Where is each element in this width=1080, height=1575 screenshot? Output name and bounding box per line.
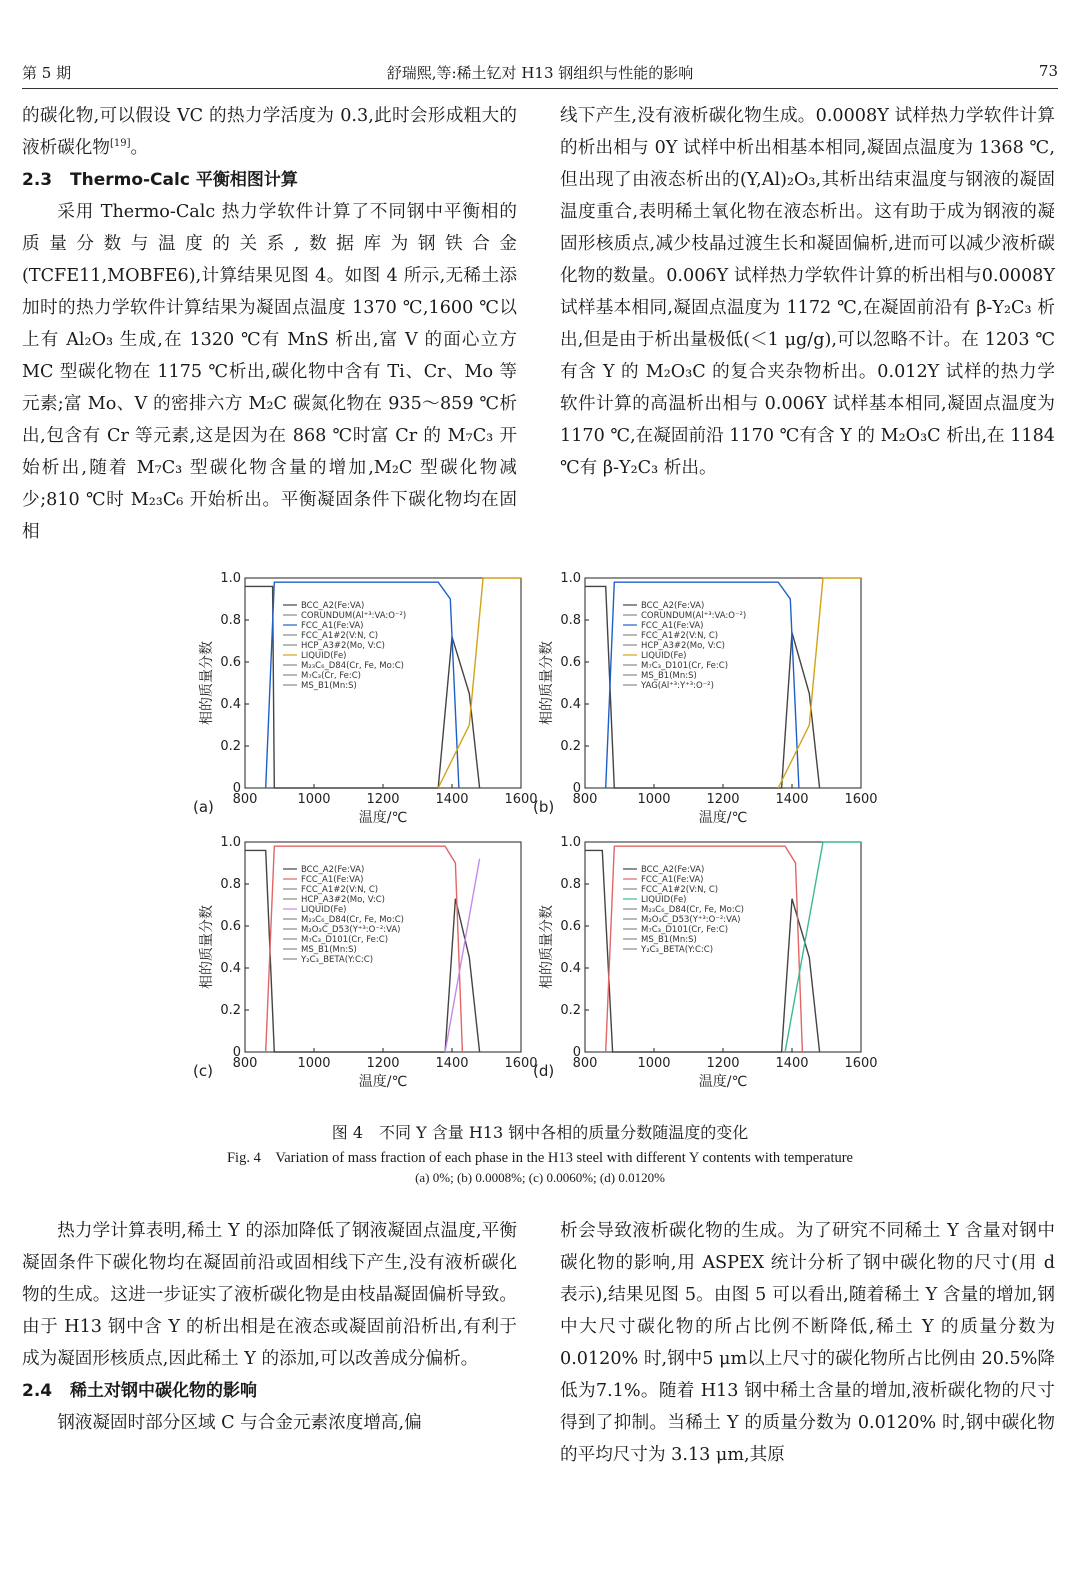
x-axis-label: 温度/℃: [358, 1074, 408, 1090]
top-left-column: [22, 100, 517, 548]
y-tick-label: 0.4: [560, 697, 581, 712]
x-tick-label: 1400: [435, 792, 469, 807]
y-tick-label: 0.2: [220, 739, 241, 754]
legend-entry: LIQUID(Fe): [641, 895, 687, 905]
legend-entry: FCC_A1#2(V:N, C): [301, 885, 379, 895]
y-tick-label: 1.0: [560, 835, 581, 850]
figure-caption-en: Fig. 4 Variation of mass fraction of each phase in the H13 steel with different Y contents with temperature: [226, 1150, 853, 1166]
y-tick-label: 0.6: [220, 919, 241, 934]
y-tick-label: 1.0: [560, 571, 581, 586]
legend-entry: HCP_A3#2(Mo, V:C): [301, 895, 385, 905]
page-number: 73: [1038, 62, 1058, 80]
y-tick-label: 1.0: [220, 835, 241, 850]
y-tick-label: 0.6: [560, 919, 581, 934]
series-line: [445, 859, 480, 1052]
paragraph: 采用 Thermo-Calc 热力学软件计算了不同钢中平衡相的质量分数与温度的关系,数据库为钢铁合金(TCFE11,MOBFE6),计算结果见图 4。如图 4 所示,无稀土添加时的热力学软件计算结果为凝固点温度 1370 ℃,1600 ℃以上有 Al₂O₃ 生成,在 1320 ℃有 MnS 析出,富 V 的面心立方 MC 型碳化物在 1175 ℃析出,碳化物中含有 Ti、Cr、Mo 等元素;富 Mo、V 的密排六方 M₂C 碳氮化物在 935～859 ℃析出,包含有 Cr 等元素,这是因为在 868 ℃时富 Cr 的 M₇C₃ 开始析出,随着 M₇C₃ 型碳化物含量的增加,M₂C 型碳化物减少;810 ℃时 M₂₃C₆ 开始析出。平衡凝固条件下碳化物均在固相: [22, 202, 517, 542]
legend-entry: M₇C₃_D101(Cr, Fe:C): [641, 661, 729, 671]
legend-entry: MS_B1(Mn:S): [641, 935, 697, 945]
panel-label: (d): [533, 1062, 555, 1080]
y-tick-label: 0.2: [560, 739, 581, 754]
y-tick-label: 0.4: [220, 697, 241, 712]
section-title: 稀土对钢中碳化物的影响: [70, 1381, 257, 1401]
x-tick-label: 1200: [366, 792, 400, 807]
x-axis-label: 温度/℃: [698, 810, 748, 826]
paragraph: [22, 100, 517, 164]
panel-label: (b): [533, 798, 555, 816]
legend-entry: FCC_A1(Fe:VA): [301, 875, 364, 885]
paragraph: 线下产生,没有液析碳化物生成。0.0008Y 试样热力学软件计算的析出相与 0Y 试样中析出相基本相同,凝固点温度为 1368 ℃,但出现了由液态析出的(Y,Al)₂O₃,其析出结束温度与钢液的凝固温度重合,表明稀土氧化物在液态析出。这有助于成为钢液的凝固形核质点,减少枝晶过渡生长和凝固偏析,进而可以减少液析碳化物的数量。0.006Y 试样热力学软件计算的析出相与0.0008Y 试样基本相同,凝固点温度为 1172 ℃,在凝固前沿有 β-Y₂C₃ 析出,但是由于析出量极低(＜1 μg/g),可以忽略不计。在 1203 ℃有含 Y 的 M₂O₃C 的复合夹杂物析出。0.012Y 试样的热力学软件计算的高温析出相与 0.006Y 试样基本相同,凝固点温度为 1170 ℃,在凝固前沿 1170 ℃有含 Y 的 M₂O₃C 析出,在 1184 ℃有 β-Y₂C₃ 析出。: [560, 106, 1055, 478]
section-number: 2.3: [22, 170, 53, 190]
paragraph: 热力学计算表明,稀土 Y 的添加降低了钢液凝固点温度,平衡凝固条件下碳化物均在凝固前沿或固相线下产生,没有液析碳化物的生成。这进一步证实了液析碳化物是由枝晶凝固偏析导致。由于 H13 钢中含 Y 的析出相是在液态或凝固前沿析出,有利于成为凝固形核质点,因此稀土 Y 的添加,可以改善成分偏析。: [22, 1221, 517, 1369]
paragraph: 析会导致液析碳化物的生成。为了研究不同稀土 Y 含量对钢中碳化物的影响,用 ASPEX 统计分析了钢中碳化物的尺寸(用 d 表示),结果见图 5。由图 5 可以看出,随着稀土 Y 含量的增加,钢中大尺寸碳化物的所占比例不断降低,稀土 Y 的质量分数为 0.0120% 时,钢中5 μm以上尺寸的碳化物所占比例由 20.5%降低为7.1%。随着 H13 钢中稀土含量的增加,液析碳化物的尺寸得到了抑制。当稀土 Y 的质量分数为 0.0120% 时,钢中碳化物的平均尺寸为 3.13 μm,其原: [560, 1221, 1055, 1465]
y-tick-label: 0.4: [560, 961, 581, 976]
section-number: 2.4: [22, 1381, 53, 1401]
x-tick-label: 1600: [504, 792, 538, 807]
figure-4: [193, 570, 878, 1100]
legend-entry: LIQUID(Fe): [641, 651, 687, 661]
legend-entry: FCC_A1(Fe:VA): [641, 621, 704, 631]
x-tick-label: 1600: [844, 1056, 878, 1071]
x-axis-label: 温度/℃: [358, 810, 408, 826]
y-tick-label: 0: [232, 781, 241, 796]
legend-entry: HCP_A3#2(Mo, V:C): [641, 641, 725, 651]
y-tick-label: 0.2: [560, 1003, 581, 1018]
x-tick-label: 800: [572, 792, 598, 807]
legend-entry: M₂₃C₆_D84(Cr, Fe, Mo:C): [301, 915, 404, 925]
paragraph: 钢液凝固时部分区域 C 与合金元素浓度增高,偏: [57, 1413, 422, 1433]
x-tick-label: 1200: [706, 792, 740, 807]
paragraph-text: 的碳化物,可以假设 VC 的热力学活度为 0.3,此时会形成粗大的液析碳化物: [22, 106, 517, 158]
y-axis-label: 相的质量分数: [199, 905, 215, 989]
legend-entry: BCC_A2(Fe:VA): [641, 865, 705, 875]
legend-entry: M₇C₃_D101(Cr, Fe:C): [301, 935, 389, 945]
y-tick-label: 0.2: [220, 1003, 241, 1018]
bottom-right-column: [560, 1215, 1055, 1471]
legend-entry: LIQUID(Fe): [301, 905, 347, 915]
legend-entry: M₂₃C₆_D84(Cr, Fe, Mo:C): [641, 905, 744, 915]
x-tick-label: 1000: [637, 792, 671, 807]
y-tick-label: 0.4: [220, 961, 241, 976]
y-tick-label: 0.8: [220, 613, 241, 628]
x-tick-label: 1600: [844, 792, 878, 807]
legend-entry: M₇C₃(Cr, Fe:C): [301, 671, 362, 681]
phase-fraction-charts: [193, 570, 878, 1100]
running-title: 舒瑞熙,等:稀土钇对 H13 钢组织与性能的影响: [386, 64, 694, 82]
y-tick-label: 0.6: [220, 655, 241, 670]
panel-label: (c): [193, 1062, 213, 1080]
figure-caption-cn: 图 4 不同 Y 含量 H13 钢中各相的质量分数随温度的变化: [331, 1123, 749, 1142]
x-tick-label: 1000: [297, 792, 331, 807]
legend-entry: FCC_A1(Fe:VA): [641, 875, 704, 885]
y-tick-label: 0.8: [560, 613, 581, 628]
legend-entry: HCP_A3#2(Mo, V:C): [301, 641, 385, 651]
section-heading-2-3: [22, 164, 517, 196]
legend-entry: Y₂C₃_BETA(Y:C:C): [641, 945, 714, 955]
y-tick-label: 1.0: [220, 571, 241, 586]
x-tick-label: 1200: [706, 1056, 740, 1071]
legend-entry: Y₂C₃_BETA(Y:C:C): [301, 955, 374, 965]
legend-entry: YAG(Al⁺³:Y⁺³:O⁻²): [641, 681, 714, 691]
legend-entry: FCC_A1#2(V:N, C): [641, 631, 719, 641]
plot-frame: [245, 842, 521, 1052]
y-axis-label: 相的质量分数: [539, 905, 555, 989]
citation: [19]: [109, 138, 131, 150]
legend-entry: M₂O₃C_D53(Y⁺³:O⁻²:VA): [641, 915, 741, 925]
plot-frame: [585, 842, 861, 1052]
x-tick-label: 1400: [775, 792, 809, 807]
legend-entry: BCC_A2(Fe:VA): [301, 865, 365, 875]
y-tick-label: 0: [232, 1045, 241, 1060]
x-tick-label: 800: [232, 1056, 258, 1071]
y-tick-label: 0.6: [560, 655, 581, 670]
x-axis-label: 温度/℃: [698, 1074, 748, 1090]
top-right-column: [560, 100, 1055, 484]
header-rule: [22, 88, 1058, 89]
legend-entry: MS_B1(Mn:S): [301, 681, 357, 691]
section-heading-2-4: [22, 1375, 517, 1407]
x-tick-label: 1000: [637, 1056, 671, 1071]
y-axis-label: 相的质量分数: [539, 641, 555, 725]
legend-entry: FCC_A1(Fe:VA): [301, 621, 364, 631]
issue-number: 第 5 期: [22, 64, 72, 82]
legend-entry: LIQUID(Fe): [301, 651, 347, 661]
figure-caption-sub: (a) 0%; (b) 0.0008%; (c) 0.0060%; (d) 0.0120%: [415, 1170, 665, 1185]
x-tick-label: 1200: [366, 1056, 400, 1071]
y-tick-label: 0: [572, 781, 581, 796]
y-tick-label: 0.8: [220, 877, 241, 892]
legend-entry: M₂₃C₆_D84(Cr, Fe, Mo:C): [301, 661, 404, 671]
y-tick-label: 0.8: [560, 877, 581, 892]
panel-label: (a): [193, 798, 214, 816]
x-tick-label: 1600: [504, 1056, 538, 1071]
legend-entry: M₇C₃_D101(Cr, Fe:C): [641, 925, 729, 935]
legend-entry: M₂O₃C_D53(Y⁺³:O⁻²:VA): [301, 925, 401, 935]
y-axis-label: 相的质量分数: [199, 641, 215, 725]
legend-entry: CORUNDUM(Al⁺³:VA:O⁻²): [301, 611, 407, 621]
legend-entry: MS_B1(Mn:S): [641, 671, 697, 681]
x-tick-label: 1400: [435, 1056, 469, 1071]
y-tick-label: 0: [572, 1045, 581, 1060]
legend-entry: CORUNDUM(Al⁺³:VA:O⁻²): [641, 611, 747, 621]
legend-entry: FCC_A1#2(V:N, C): [641, 885, 719, 895]
legend-entry: BCC_A2(Fe:VA): [641, 601, 705, 611]
section-title: Thermo-Calc 平衡相图计算: [70, 170, 298, 190]
paragraph-end: 。: [130, 138, 149, 158]
legend-entry: FCC_A1#2(V:N, C): [301, 631, 379, 641]
x-tick-label: 1000: [297, 1056, 331, 1071]
bottom-left-column: [22, 1215, 517, 1439]
running-header: [22, 62, 1058, 86]
legend-entry: BCC_A2(Fe:VA): [301, 601, 365, 611]
x-tick-label: 800: [572, 1056, 598, 1071]
legend-entry: MS_B1(Mn:S): [301, 945, 357, 955]
x-tick-label: 1400: [775, 1056, 809, 1071]
x-tick-label: 800: [232, 792, 258, 807]
